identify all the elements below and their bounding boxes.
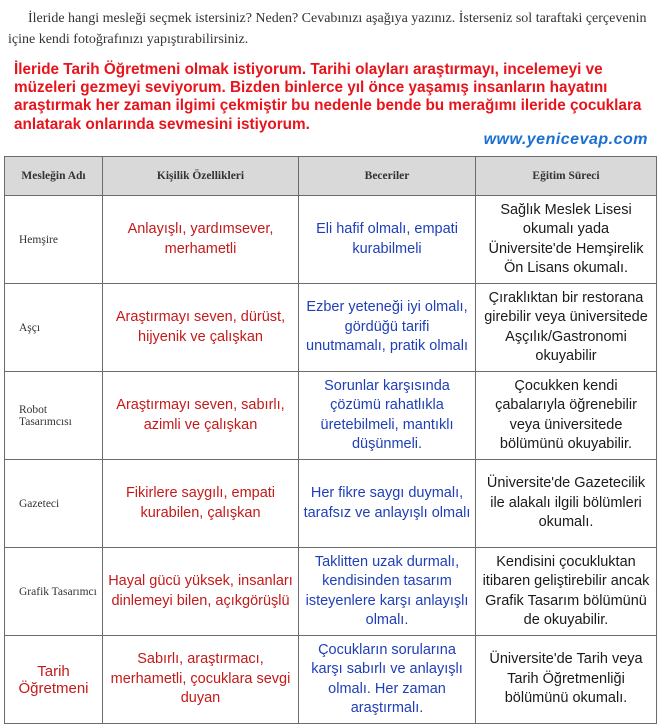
answer-text: İleride Tarih Öğretmeni olmak istiyorum. Tarihi olayları araştırmayı, incelemeyi ve müzeleri gezmeyi seviyorum. Bizden binlerce yıl önce yaşamış insanların hayatını araştırmak her zaman ilgimi çekmiştir bu nedenle bende bu merağımı ileride çocuklara anlatarak onlarında sevmesini istiyorum. [14,61,642,133]
header-education: Eğitim Süreci [476,157,657,196]
skills: Sorunlar karşısında çözümü rahatlıkla üretebilmeli, mantıklı düşünmeli. [299,372,476,460]
table-row [5,372,657,460]
question-text: İleride hangi mesleği seçmek istersiniz? Neden? Cevabınızı aşağıya yazınız. İsterseniz sol taraftaki çerçevenin içine kendi fotoğrafınızı yapıştırabilirsiniz. [8,11,647,47]
profession-name: Robot Tasarımcısı [5,372,103,460]
personality-traits: Hayal gücü yüksek, insanları dinlemeyi bilen, açıkgörüşlü [103,548,299,636]
profession-table [4,156,657,724]
table-row [5,548,657,636]
education-process: Üniversite'de Tarih veya Tarih Öğretmenliği bölümünü okumalı. [476,636,657,724]
profession-name: Grafik Tasarımcı [5,548,103,636]
education-process: Çocukken kendi çabalarıyla öğrenebilir veya üniversitede bölümünü okuyabilir. [476,372,657,460]
education-process: Çıraklıktan bir restorana girebilir veya üniversitede Aşçılık/Gastronomi okuyabilir [476,284,657,372]
personality-traits: Anlayışlı, yardımsever, merhametli [103,196,299,284]
profession-name: Gazeteci [5,460,103,548]
skills: Çocukların sorularına karşı sabırlı ve anlayışlı olmalı. Her zaman araştırmalı. [299,636,476,724]
education-process: Sağlık Meslek Lisesi okumalı yada Üniversite'de Hemşirelik Ön Lisans okumalı. [476,196,657,284]
skills: Her fikre saygı duymalı, tarafsız ve anlayışlı olmalı [299,460,476,548]
table-row [5,284,657,372]
personality-traits: Araştırmayı seven, sabırlı, azimli ve çalışkan [103,372,299,460]
header-profession-name: Mesleğin Adı [5,157,103,196]
skills: Taklitten uzak durmalı, kendisinden tasarım isteyenlere karşı anlayışlı olmalı. [299,548,476,636]
profession-name: Hemşire [5,196,103,284]
skills: Ezber yeteneği iyi olmalı, gördüğü tarifi unutmamalı, pratik olmalı [299,284,476,372]
education-process: Üniversite'de Gazetecilik ile alakalı ilgili bölümleri okumalı. [476,460,657,548]
table-header-row [5,157,657,196]
profession-name: Tarih Öğretmeni [5,636,103,724]
personality-traits: Sabırlı, araştırmacı, merhametli, çocuklara sevgi duyan [103,636,299,724]
table-row [5,460,657,548]
profession-name: Aşçı [5,284,103,372]
table-row [5,196,657,284]
personality-traits: Araştırmayı seven, dürüst, hijyenik ve çalışkan [103,284,299,372]
skills: Eli hafif olmalı, empati kurabilmeli [299,196,476,284]
table-row [5,636,657,724]
header-skills: Beceriler [299,157,476,196]
watermark: www.yenicevap.com [483,131,648,148]
personality-traits: Fikirlere saygılı, empati kurabilen, çalışkan [103,460,299,548]
education-process: Kendisini çocukluktan itibaren geliştirebilir ancak Grafik Tasarım bölümünü de okuyabilir. [476,548,657,636]
header-personality-traits: Kişilik Özellikleri [103,157,299,196]
